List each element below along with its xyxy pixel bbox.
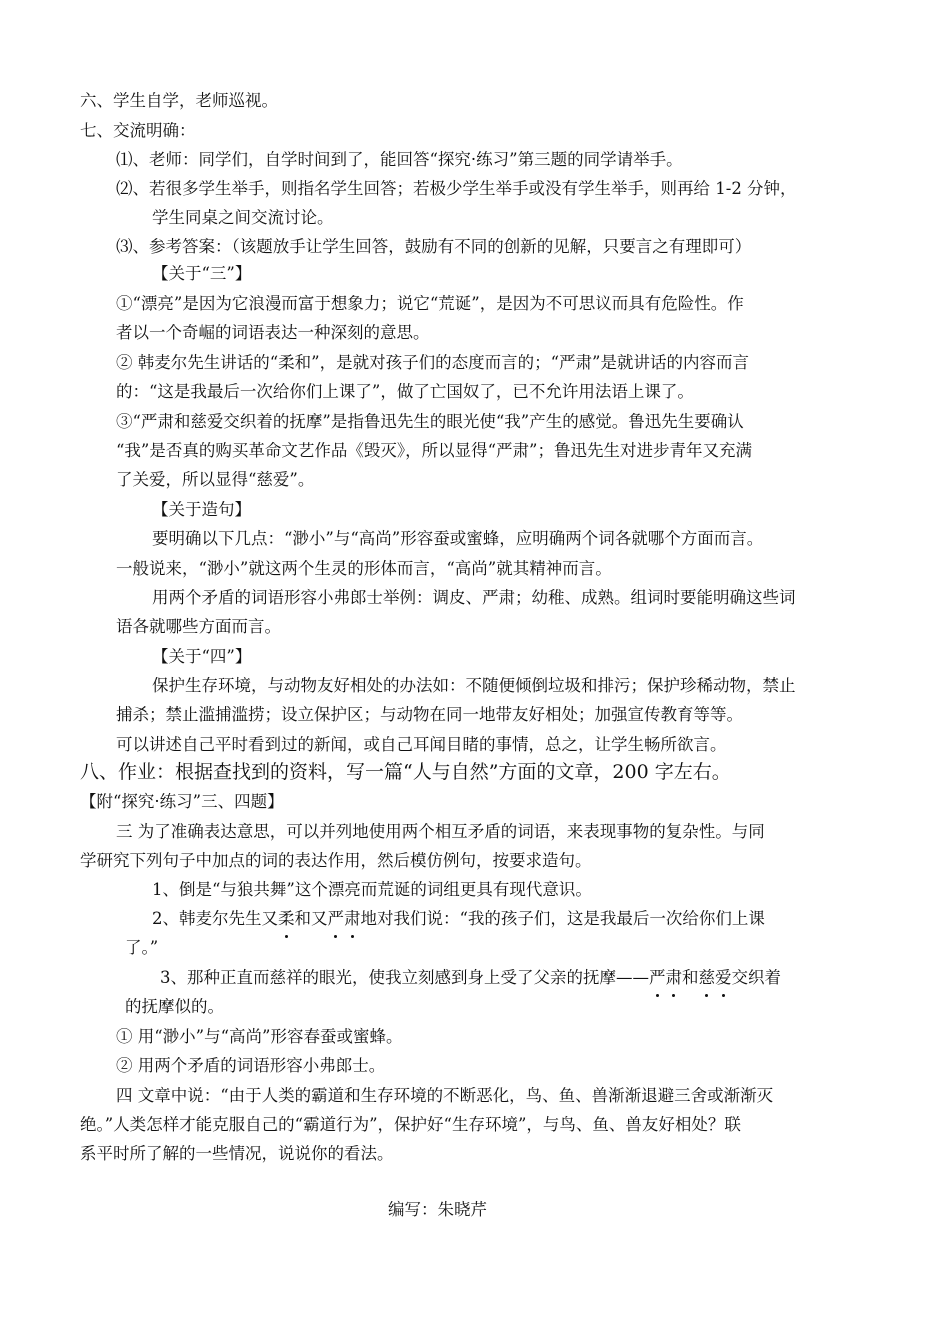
answer-3-line-1: ③“严肃和慈爱交织着的抚摩”是指鲁迅先生的眼光使“我”产生的感觉。鲁迅先生要确认 bbox=[116, 412, 744, 431]
section-seven-heading: 七、交流明确： bbox=[80, 121, 196, 140]
answer-2-line-1: ② 韩麦尔先生讲话的“柔和”，是就对孩子们的态度而言的；“严肃”是就讲话的内容而言 bbox=[116, 353, 749, 372]
example-sentence-2-cont: 了。” bbox=[125, 938, 159, 957]
about-four-line-2: 捕杀；禁止滥捕滥捞；设立保护区；与动物在同一地带友好相处；加强宣传教育等等。 bbox=[116, 705, 743, 724]
emphasis-dot-char: 严 bbox=[328, 907, 345, 931]
appendix-heading: 【附“探究·练习”三、四题】 bbox=[80, 792, 284, 811]
exercise-three-line-2: 学研究下列句子中加点的词的表达作用，然后模仿例句，按要求造句。 bbox=[80, 851, 592, 870]
sentence-note-line-2: 一般说来，“渺小”就这两个生灵的形体而言，“高尚”就其精神而言。 bbox=[116, 559, 612, 578]
exercise-three-line-1: 三 为了准确表达意思，可以并列地使用两个相互矛盾的词语，来表现事物的复杂性。与同 bbox=[116, 822, 765, 841]
example-sentence-3-cont: 的抚摩似的。 bbox=[125, 997, 224, 1016]
step-1-text: ⑴、老师：同学们，自学时间到了，能回答“探究·练习”第三题的同学请举手。 bbox=[116, 150, 683, 169]
sentence-example-line-1: 用两个矛盾的词语形容小弗郎士举例：调皮、严肃；幼稚、成熟。组词时要能明确这些词 bbox=[152, 588, 796, 607]
emphasis-dot-char: 爱 bbox=[715, 966, 732, 990]
example-3-part-d: 和 bbox=[682, 968, 699, 987]
exercise-four-line-1: 四 文章中说：“由于人类的霸道和生存环境的不断恶化，鸟、鱼、兽渐渐退避三舍或渐渐灭 bbox=[116, 1086, 774, 1105]
example-2-part-a: 2、韩麦尔先生又 bbox=[152, 909, 278, 928]
answer-3-line-3: 了关爱，所以显得“慈爱”。 bbox=[116, 470, 315, 489]
sentence-note-line-1: 要明确以下几点：“渺小”与“高尚”形容蚕或蜜蜂，应明确两个词各就哪个方面而言。 bbox=[152, 529, 764, 548]
example-sentence-1: 1、倒是“与狼共舞”这个漂亮而荒诞的词组更具有现代意识。 bbox=[152, 880, 592, 899]
author-credit: 编写：朱晓芹 bbox=[388, 1200, 487, 1219]
homework-heading: 八、作业：根据查找到的资料，写一篇“人与自然”方面的文章，200 字左右。 bbox=[80, 761, 731, 783]
exercise-four-line-2: 绝。”人类怎样才能克服自己的“霸道行为”，保护好“生存环境”，与鸟、鱼、兽友好相处？联 bbox=[80, 1115, 741, 1134]
sentence-example-line-2: 语各就哪些方面而言。 bbox=[116, 617, 281, 636]
about-three-heading: 【关于“三”】 bbox=[152, 264, 252, 283]
example-sentence-2 bbox=[152, 907, 765, 931]
answer-3-line-2: “我”是否真的购买革命文艺作品《毁灭》，所以显得“严肃”；鲁迅先生对进步青年又充满 bbox=[116, 441, 752, 460]
about-four-line-3: 可以讲述自己平时看到过的新闻，或自己耳闻目睹的事情，总之，让学生畅所欲言。 bbox=[116, 735, 727, 754]
example-sentence-3 bbox=[160, 966, 781, 990]
example-2-part-f: 地对我们说：“我的孩子们，这是我最后一次给你们上课 bbox=[360, 909, 765, 928]
emphasis-dot-char: 严 bbox=[649, 966, 666, 990]
emphasis-dot-char: 慈 bbox=[699, 966, 716, 990]
example-3-part-g: 交织着 bbox=[731, 968, 781, 987]
task-1: ① 用“渺小”与“高尚”形容春蚕或蜜蜂。 bbox=[116, 1027, 403, 1046]
task-2: ② 用两个矛盾的词语形容小弗郎士。 bbox=[116, 1056, 386, 1075]
step-2-text-cont: 学生同桌之间交流讨论。 bbox=[152, 208, 334, 227]
section-six-heading: 六、学生自学，老师巡视。 bbox=[80, 91, 278, 110]
step-2-text: ⑵、若很多学生举手，则指名学生回答；若极少学生举手或没有学生举手，则再给 1-2 分钟， bbox=[116, 179, 797, 198]
answer-2-line-2: 的：“这是我最后一次给你们上课了”，做了亡国奴了，已不允许用法语上课了。 bbox=[116, 382, 694, 401]
about-four-line-1: 保护生存环境，与动物友好相处的办法如：不随便倾倒垃圾和排污；保护珍稀动物，禁止 bbox=[152, 676, 796, 695]
answer-1-line-2: 者以一个奇崛的词语表达一种深刻的意思。 bbox=[116, 323, 430, 342]
example-2-part-c: 和又 bbox=[294, 909, 328, 928]
emphasis-dot-char: 肃 bbox=[666, 966, 683, 990]
emphasis-dot-char: 肃 bbox=[344, 907, 361, 931]
exercise-four-line-3: 系平时所了解的一些情况，说说你的看法。 bbox=[80, 1144, 394, 1163]
answer-1-line-1: ①“漂亮”是因为它浪漫而富于想象力；说它“荒诞”，是因为不可思议而具有危险性。作 bbox=[116, 294, 744, 313]
step-3-text: ⑶、参考答案：（该题放手让学生回答，鼓励有不同的创新的见解，只要言之有理即可） bbox=[116, 237, 752, 256]
about-sentences-heading: 【关于造句】 bbox=[152, 500, 251, 519]
example-3-part-a: 3、那种正直而慈祥的眼光，使我立刻感到身上受了父亲的抚摩—— bbox=[160, 968, 649, 987]
about-four-heading: 【关于“四”】 bbox=[152, 647, 252, 666]
emphasis-dot-char: 柔 bbox=[278, 907, 295, 931]
